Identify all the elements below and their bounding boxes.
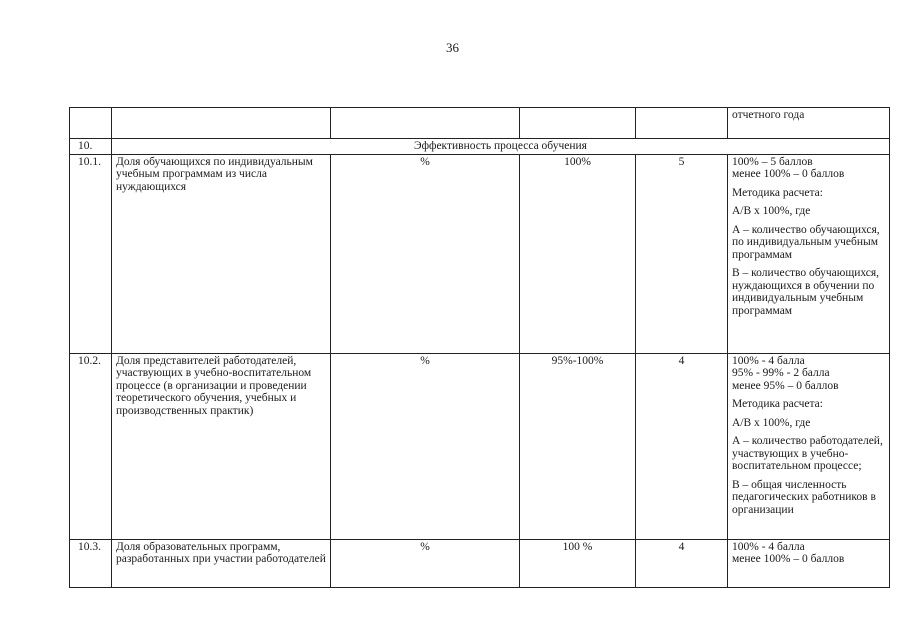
indicator-cell: Доля представителей работодателей, участвующих в учебно-воспитательном процессе (в организации и проведении теоретического обучения, учебных и производственных практик) [112,353,331,539]
row-number: 10.3. [70,539,112,587]
criteria-scale [732,156,885,181]
table-row-continuation [70,108,890,139]
unit-cell: % [331,154,520,353]
cell-empty [520,108,636,139]
criteria-cell [728,539,890,587]
criteria-definition-a: А – количество работодателей, участвующих в учебно-воспитательном процессе; [732,435,883,472]
section-title: Эффективность процесса обучения [112,139,890,155]
norm-cell: 100% [520,154,636,353]
criteria-line: 95% - 99% - 2 балла [732,367,830,379]
criteria-scale [732,355,885,393]
criteria-line: 100% - 4 балла [732,354,805,367]
cell-empty [331,108,520,139]
criteria-table [69,107,890,588]
norm-cell: 95%-100% [520,353,636,539]
max-score-cell: 5 [636,154,728,353]
row-number: 10.1. [70,154,112,353]
max-score-cell: 4 [636,353,728,539]
unit-cell: % [331,539,520,587]
criteria-formula: А/В х 100%, где [732,205,811,217]
cell-empty [112,108,331,139]
criteria-cell [728,353,890,539]
section-header-row [70,139,890,155]
indicator-cell: Доля образовательных программ, разработанных при участии работодателей [112,539,331,587]
criteria-definition-b: В – количество обучающихся, нуждающихся в обучении по индивидуальным учебным программам [732,267,880,317]
row-number: 10.2. [70,353,112,539]
criteria-formula: А/В х 100%, где [732,416,811,429]
criteria-cell: отчетного года [728,108,890,139]
criteria-method-label: Методика расчета: [732,186,823,199]
norm-cell: 100 % [520,539,636,587]
criteria-scale [732,541,885,566]
unit-cell: % [331,353,520,539]
criteria-line: 100% – 5 баллов [732,155,813,168]
criteria-definition-a: А – количество обучающихся, по индивидуальным учебным программам [732,223,880,261]
criteria-line: 100% - 4 балла [732,540,805,553]
section-number: 10. [70,139,112,155]
table-row [70,154,890,353]
indicator-cell: Доля обучающихся по индивидуальным учебным программам из числа нуждающихся [112,154,331,353]
criteria-definition-b: В – общая численность педагогических работников в организации [732,478,876,516]
criteria-method-label: Методика расчета: [732,398,823,410]
table-row [70,353,890,539]
cell-empty [70,108,112,139]
max-score-cell: 4 [636,539,728,587]
cell-empty [636,108,728,139]
page-number: 36 [446,40,459,55]
table-row [70,539,890,587]
criteria-line: менее 100% – 0 баллов [732,553,845,565]
criteria-cell [728,154,890,353]
criteria-line: менее 95% – 0 баллов [732,379,839,392]
criteria-line: менее 100% – 0 баллов [732,168,845,180]
